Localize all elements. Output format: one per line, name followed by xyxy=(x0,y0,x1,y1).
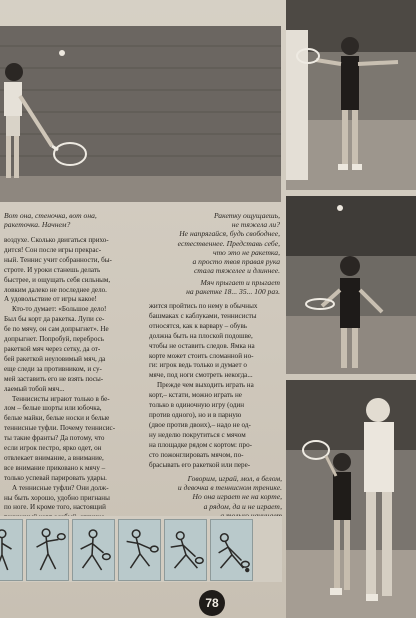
text-line: мей заставить его не взять посы- xyxy=(4,374,104,383)
text-line: А теннисные туфли? Они долж- xyxy=(12,483,109,492)
text-line: ловким далеко не последнее дело. xyxy=(4,285,107,294)
text-line: сто пожонглировать мячом, по- xyxy=(149,450,244,459)
stroke-sequence-strip xyxy=(0,516,282,582)
tennis-sequence-figure-icon xyxy=(210,519,253,581)
text-line: только в одиночную игру (один xyxy=(149,401,245,410)
text-line: А удовольствие от игры какое! xyxy=(4,295,97,304)
photo-girl-at-wall xyxy=(0,26,281,202)
text-line: на площадке рядом с кортом: про- xyxy=(149,440,253,449)
text-line: строте. И уроки станешь делать xyxy=(4,265,101,274)
caption-line: и девочка в теннисном тренике. xyxy=(177,483,282,493)
text-line: ны быть хорошо, удобно пригнаны xyxy=(4,493,110,502)
text-line: относятся, как к варвару – обувь xyxy=(149,321,248,330)
article-column-middle xyxy=(149,302,283,470)
text-line: дится! Сон после игры прекрас- xyxy=(4,245,102,254)
text-line: все внимание приковано к мячу – xyxy=(4,463,106,472)
caption-line: Говорим, играй, мол, в белом, xyxy=(187,474,282,483)
caption-racket-feel xyxy=(148,211,280,275)
text-line: теннисные туфли. Почему теннисис- xyxy=(4,424,116,433)
text-line: Кто-то думает: «Большое дело! xyxy=(12,305,107,314)
text-line: допрыгнет. Попробуй, перебрось xyxy=(4,335,104,344)
caption-line: ракеточка. Начнем? xyxy=(4,220,71,230)
text-line: мяче, под ноги смотреть некогда... xyxy=(149,371,253,380)
text-line: (двое против двоих),– надо не од- xyxy=(149,420,251,429)
text-line: бей ракеткой неуловимый мяч, да xyxy=(4,354,106,363)
caption-line: Но она играет не на корте, xyxy=(192,492,282,502)
photo-girl-with-racket xyxy=(286,0,416,190)
text-line: лом – белые шорты или юбочка, xyxy=(4,404,102,413)
text-line: корт,– кстати, можно играть не xyxy=(149,391,242,400)
text-line: ракеткой мяч через сетку, да от- xyxy=(4,344,101,353)
text-line: воздухе. Сколько двигаться прихо- xyxy=(4,236,109,244)
text-line: еще следи за противником, и су- xyxy=(4,364,102,373)
text-line: только успевай парировать удары. xyxy=(4,473,107,482)
text-line: Был бы корт да ракетка. Лупи се- xyxy=(4,315,105,324)
text-line: ный. Теннис учит собранности, бы- xyxy=(4,255,112,264)
photo-girl-with-coach xyxy=(286,380,416,618)
text-line: Прежде чем выходить играть на xyxy=(157,381,254,390)
caption-ball-bounce xyxy=(148,278,280,296)
caption-line: что это не ракетка, xyxy=(212,247,280,257)
caption-line: Не напрягайся, будь свободнее, xyxy=(179,229,280,239)
text-line: белые майки, белые носки и белые xyxy=(4,414,110,423)
caption-wall xyxy=(4,211,124,229)
tennis-sequence-figure-icon xyxy=(26,519,69,581)
text-line: отвлекает внимание, а внимание, xyxy=(4,453,104,462)
caption-line: стала тяжелее и длиннее. xyxy=(193,266,280,276)
tennis-sequence-figure-icon xyxy=(118,519,161,581)
caption-line: а просто твоя правая рука xyxy=(192,257,280,267)
caption-line: Ракетку ощущаешь, xyxy=(213,211,280,220)
text-line: ги: игрок ведь только и думает о xyxy=(149,361,247,370)
text-line: ты такие франты? Да потому, что xyxy=(4,434,105,443)
text-line: если игрок пестро, ярко одет, он xyxy=(4,444,102,453)
caption-line: естественнее. Представь себе, xyxy=(177,238,280,248)
tennis-sequence-figure-icon xyxy=(164,519,207,581)
text-line: против одного), но и в парную xyxy=(149,410,242,419)
caption-line: Мяч прыгает и прыгает xyxy=(200,278,280,287)
tennis-sequence-figure-icon xyxy=(72,519,115,581)
text-line: чтобы не оставить следов. Ямка на xyxy=(149,341,255,350)
text-line: ну неделю покрутиться с мячом xyxy=(149,430,246,439)
text-line: бе по мячу, он сам допрыгнет». Не xyxy=(4,325,109,334)
text-line: по ноге. И кроме того, настоящий xyxy=(4,503,106,512)
text-line: Теннисисты играют только в бе- xyxy=(12,394,110,403)
text-line: корте может стоить сломанной но- xyxy=(149,351,254,360)
text-line: лаемый тобой мяч... xyxy=(4,384,65,393)
caption-line: а рядом, да и не играет, xyxy=(203,501,282,511)
text-line: брасывать его ракеткой или пере- xyxy=(149,460,251,469)
text-line: башмаках с каблуками, теннисисты xyxy=(149,311,257,320)
photo-girl-bouncing-ball xyxy=(286,196,416,374)
article-column-left xyxy=(4,236,144,533)
caption-line: на ракетке 18... 35... 100 раз. xyxy=(186,287,280,297)
caption-line: Вот она, стеночка, вот она, xyxy=(4,211,97,220)
tennis-sequence-figure-icon xyxy=(0,519,23,581)
text-line: жится пройтись по нему в обычных xyxy=(149,302,258,310)
caption-line: не тяжела ли? xyxy=(231,220,280,230)
page-number: 78 xyxy=(199,590,225,616)
text-line: должна быть на плоской подошве, xyxy=(149,331,253,340)
text-line: быстрее, и ощущать себя сильным, xyxy=(4,275,111,284)
